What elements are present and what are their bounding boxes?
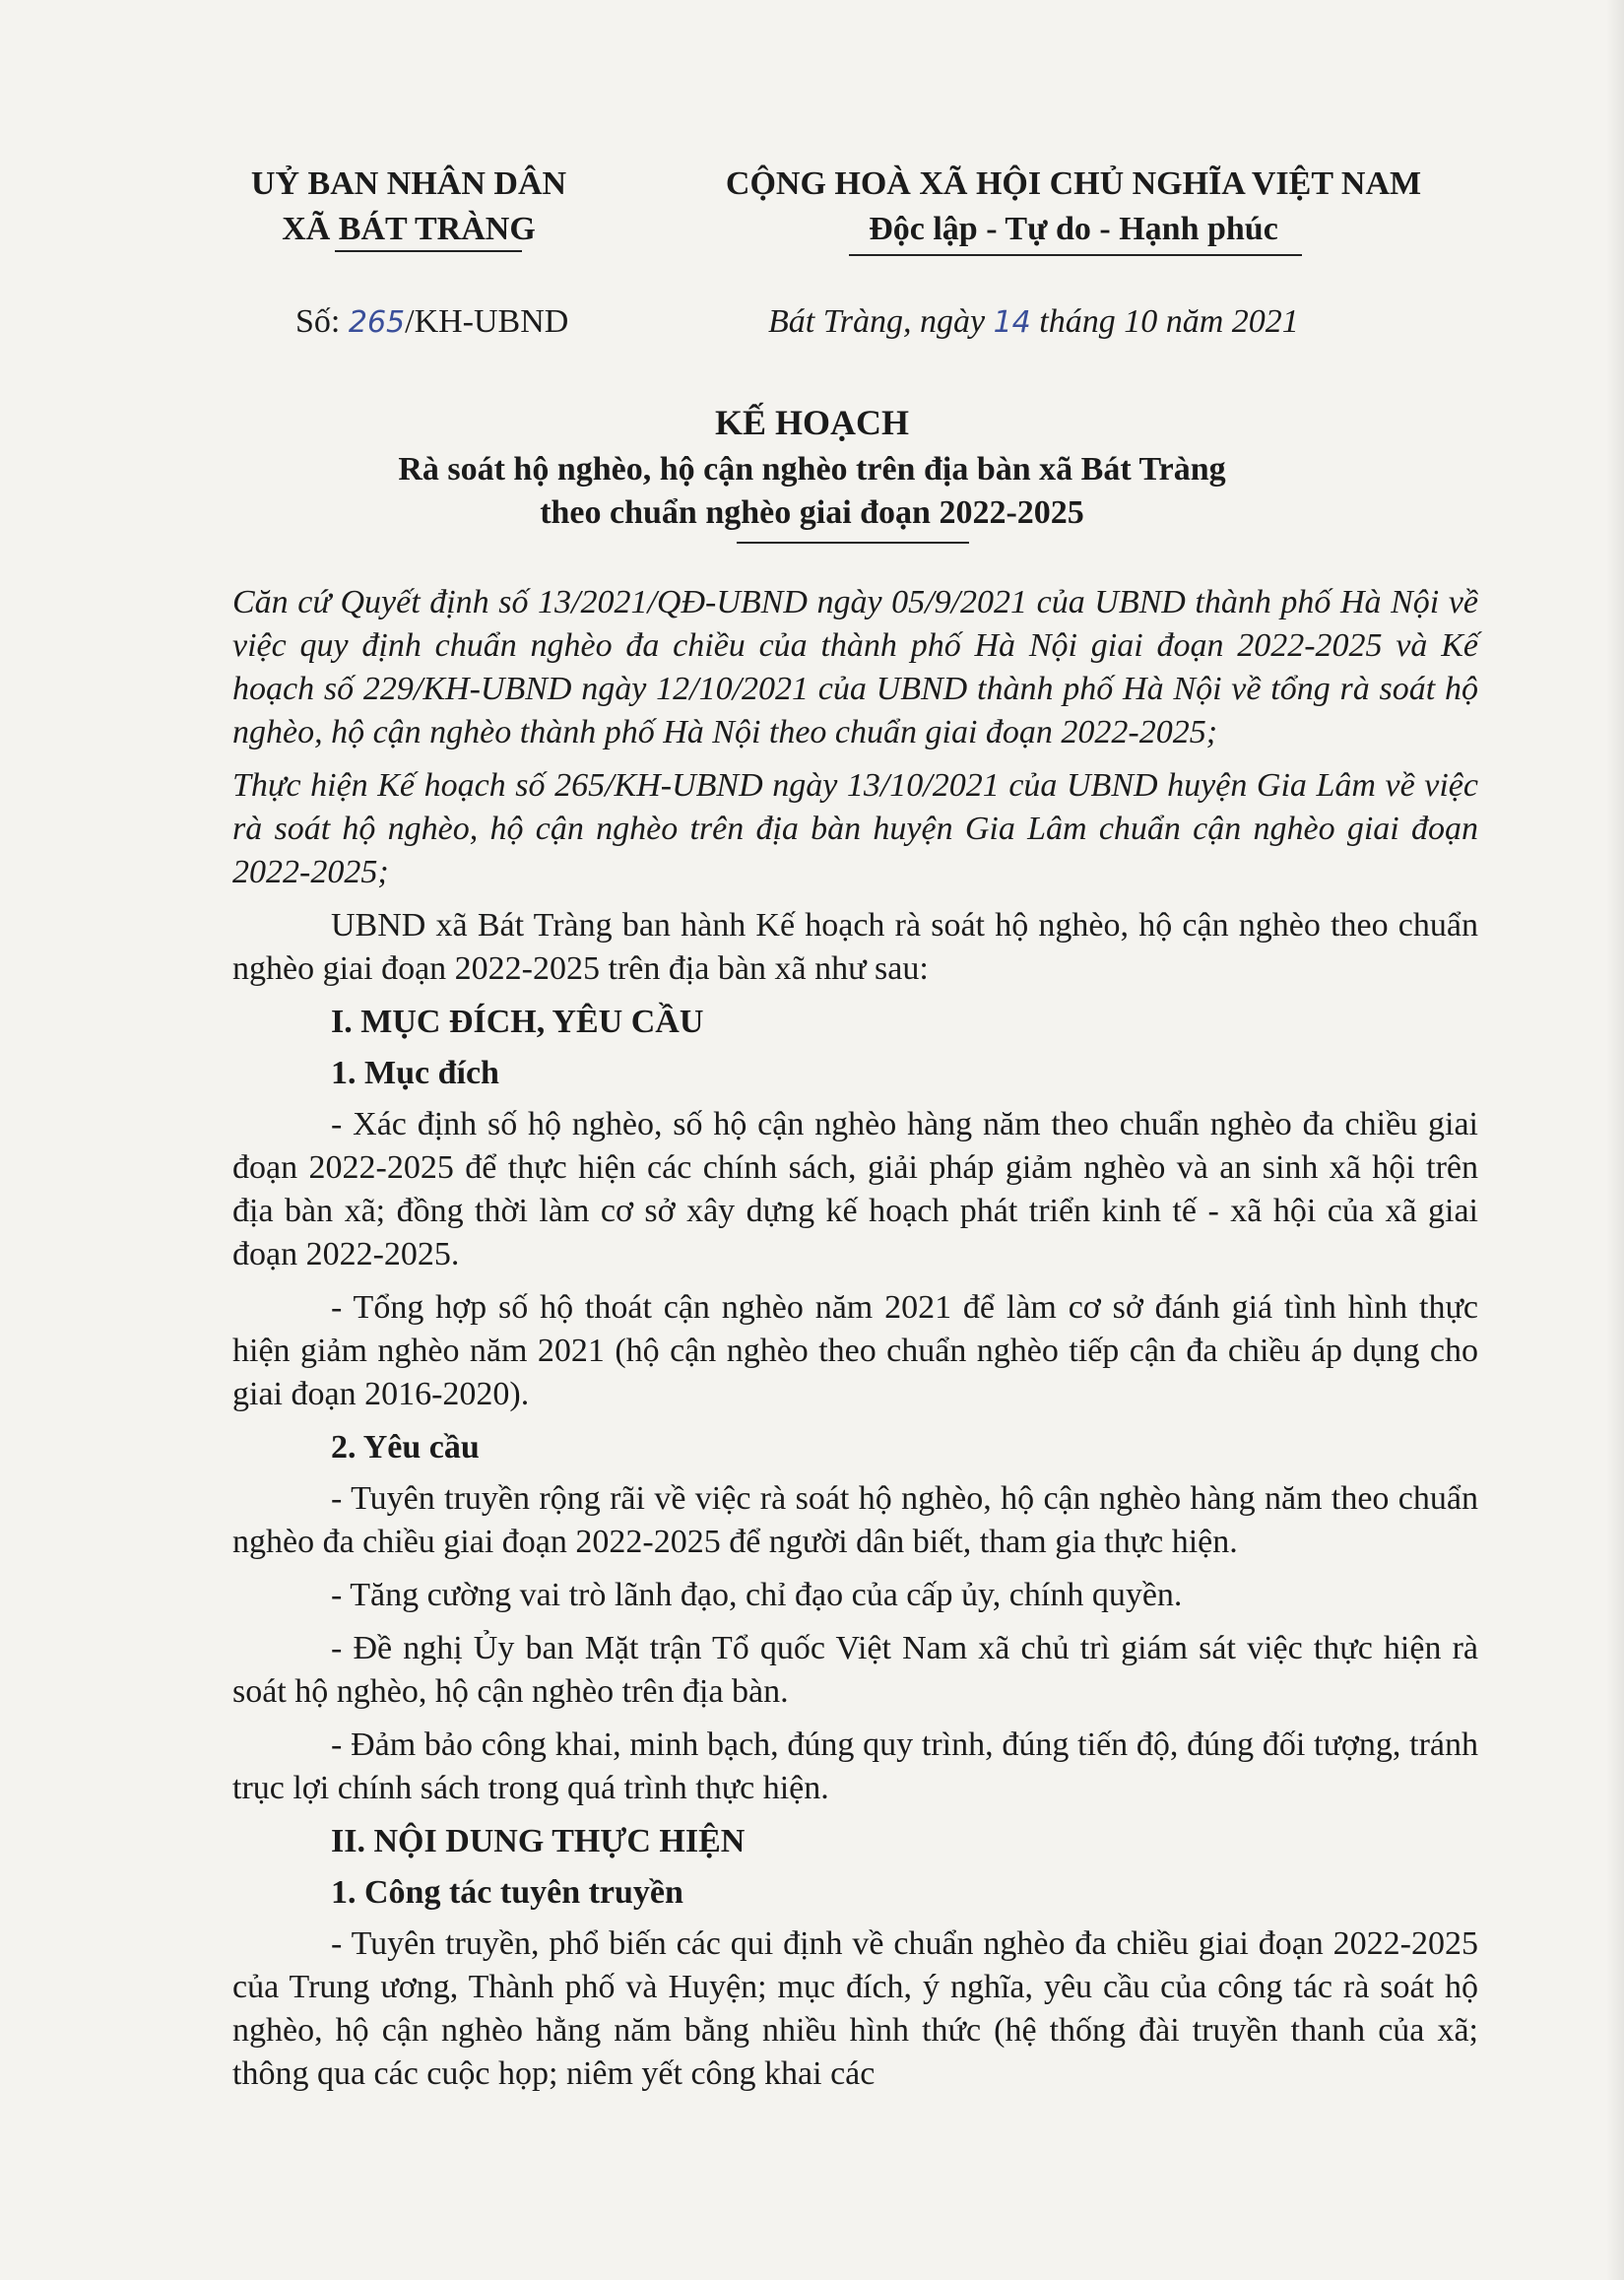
section-heading: II. NỘI DUNG THỰC HIỆN xyxy=(331,1823,746,1859)
authority-line-1: UỶ BAN NHÂN DÂN xyxy=(250,165,567,202)
document-subtitle-2: theo chuẩn nghèo giai đoạn 2022-2025 xyxy=(540,494,1084,531)
paragraph: - Đảm bảo công khai, minh bạch, đúng quy trình, đúng tiến độ, đúng đối tượng, tránh trục lợi chính sách trong quá trình thực hiện. xyxy=(232,1726,1478,1806)
paragraph: UBND xã Bát Tràng ban hành Kế hoạch rà soát hộ nghèo, hộ cận nghèo theo chuẩn nghèo giai đoạn 2022-2025 trên địa bàn xã như sau: xyxy=(232,907,1478,987)
section-heading: I. MỤC ĐÍCH, YÊU CẦU xyxy=(331,1004,704,1040)
subsection-heading: 1. Mục đích xyxy=(331,1055,499,1091)
paragraph: - Xác định số hộ nghèo, số hộ cận nghèo hàng năm theo chuẩn nghèo đa chiều giai đoạn 2022-2025 để thực hiện các chính sách, giải pháp giảm nghèo và an sinh xã hội trên địa bàn xã; đồng thời làm cơ sở xây dựng kế hoạch phát triển kinh tế - xã hội của xã giai đoạn 2022-2025. xyxy=(232,1106,1478,1272)
paragraph: - Tuyên truyền rộng rãi về việc rà soát hộ nghèo, hộ cận nghèo hàng năm theo chuẩn nghèo đa chiều giai đoạn 2022-2025 để người dân biết, tham gia thực hiện. xyxy=(232,1480,1478,1560)
paragraph: Căn cứ Quyết định số 13/2021/QĐ-UBND ngày 05/9/2021 của UBND thành phố Hà Nội về việc quy định chuẩn nghèo đa chiều của thành phố Hà Nội giai đoạn 2022-2025 và Kế hoạch số 229/KH-UBND ngày 12/10/2021 của UBND thành phố Hà Nội về tổng rà soát hộ nghèo, hộ cận nghèo thành phố Hà Nội theo chuẩn giai đoạn 2022-2025; xyxy=(232,584,1478,750)
paragraph: Thực hiện Kế hoạch số 265/KH-UBND ngày 13/10/2021 của UBND huyện Gia Lâm về việc rà soát hộ nghèo, hộ cận nghèo trên địa bàn huyện Gia Lâm chuẩn cận nghèo giai đoạn 2022-2025; xyxy=(232,767,1478,890)
scan-edge-shadow xyxy=(1606,0,1624,2280)
date-line: Bát Tràng, ngày 14 tháng 10 năm 2021 xyxy=(768,303,1299,340)
authority-underline xyxy=(335,250,522,252)
subsection-heading: 1. Công tác tuyên truyền xyxy=(331,1874,683,1911)
paragraph: - Đề nghị Ủy ban Mặt trận Tổ quốc Việt Nam xã chủ trì giám sát việc thực hiện rà soát hộ nghèo, hộ cận nghèo trên địa bàn. xyxy=(232,1630,1478,1710)
document-title: KẾ HOẠCH xyxy=(714,403,909,442)
handwritten-day: 14 xyxy=(993,305,1031,340)
national-motto xyxy=(670,162,1477,252)
motto-line: Độc lập - Tự do - Hạnh phúc xyxy=(869,211,1278,247)
paragraph: - Tổng hợp số hộ thoát cận nghèo năm 2021 để làm cơ sở đánh giá tình hình thực hiện giảm nghèo năm 2021 (hộ cận nghèo theo chuẩn nghèo tiếp cận đa chiều áp dụng cho giai đoạn 2016-2020). xyxy=(232,1289,1478,1412)
document-number: Số: 265/KH-UBND xyxy=(295,303,569,340)
title-underline xyxy=(737,542,969,544)
handwritten-number: 265 xyxy=(348,305,406,340)
paragraph: - Tuyên truyền, phổ biến các qui định về chuẩn nghèo đa chiều giai đoạn 2022-2025 của Trung ương, Thành phố và Huyện; mục đích, ý nghĩa, yêu cầu của công tác rà soát hộ nghèo, hộ cận nghèo hằng năm bằng nhiều hình thức (hệ thống đài truyền thanh của xã; thông qua các cuộc họp; niêm yết công khai các xyxy=(232,1925,1478,2092)
authority-line-2: XÃ BÁT TRÀNG xyxy=(282,211,536,247)
country-name: CỘNG HOÀ XÃ HỘI CHỦ NGHĨA VIỆT NAM xyxy=(725,165,1422,202)
document-subtitle-1: Rà soát hộ nghèo, hộ cận nghèo trên địa bàn xã Bát Tràng xyxy=(398,451,1226,488)
paragraph: - Tăng cường vai trò lãnh đạo, chỉ đạo của cấp ủy, chính quyền. xyxy=(331,1577,1183,1613)
issuing-authority xyxy=(227,162,591,252)
motto-underline xyxy=(849,254,1302,256)
document-body xyxy=(232,581,1478,2106)
subsection-heading: 2. Yêu cầu xyxy=(331,1429,480,1466)
